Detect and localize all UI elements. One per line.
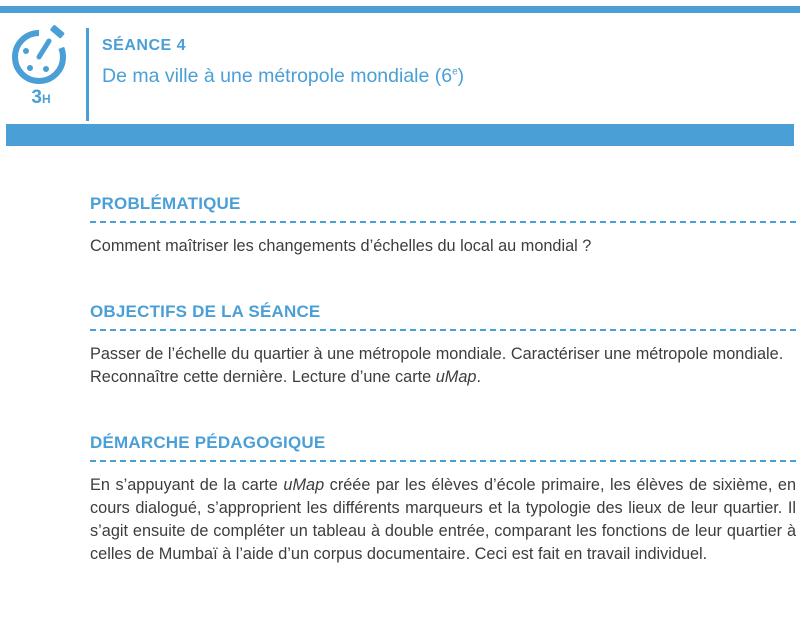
section-objectifs — [90, 302, 796, 389]
section-title: OBJECTIFS DE LA SÉANCE — [90, 302, 321, 321]
dashed-divider — [90, 221, 796, 223]
top-accent-bar — [0, 6, 800, 13]
section-title: DÉMARCHE PÉDAGOGIQUE — [90, 433, 326, 452]
session-title-superscript: e — [452, 66, 458, 78]
dashed-divider — [90, 460, 796, 462]
body-italic: uMap — [435, 368, 477, 386]
duration-number: 3 — [31, 87, 42, 108]
body-text: Passer de l’échelle du quartier à une métropole mondiale. Caractériser une métropole mondiale. Reconnaître cette dernière. Lecture d’une carte — [90, 345, 784, 386]
section-body — [90, 343, 796, 389]
section-title: PROBLÉMATIQUE — [90, 194, 241, 213]
stopwatch-icon — [10, 24, 72, 86]
duration-unit: H — [41, 92, 51, 106]
section-problematique — [90, 194, 796, 258]
body-text-end: . — [476, 368, 481, 386]
session-title-end: ) — [457, 65, 465, 87]
section-body — [90, 474, 796, 566]
duration-label — [22, 87, 60, 109]
body-text: En s’appuyant de la carte — [90, 476, 284, 494]
session-title — [102, 65, 464, 88]
duration-badge — [10, 24, 72, 114]
dashed-divider — [90, 329, 796, 331]
session-title-text: De ma ville à une métropole mondiale (6 — [102, 65, 453, 87]
body-text-end: créée par les élèves d’école primaire, les élèves de sixième, en cours dialogué, s’approprient les différents marqueurs et la typologie des lieux de leur quartier. Il s’agit ensuite de compléter un tableau à double entrée, comparant les fonctions de leur quartier à celles de Mumbaï à l’aide d’un corpus documentaire. Ceci est fait en travail individuel. — [90, 476, 797, 563]
header-divider — [86, 28, 89, 121]
session-label: SÉANCE 4 — [102, 37, 187, 54]
section-demarche — [90, 433, 796, 566]
header-band — [6, 124, 794, 146]
section-body: Comment maîtriser les changements d’échelles du local au mondial ? — [90, 237, 592, 255]
body-italic: uMap — [283, 476, 325, 494]
